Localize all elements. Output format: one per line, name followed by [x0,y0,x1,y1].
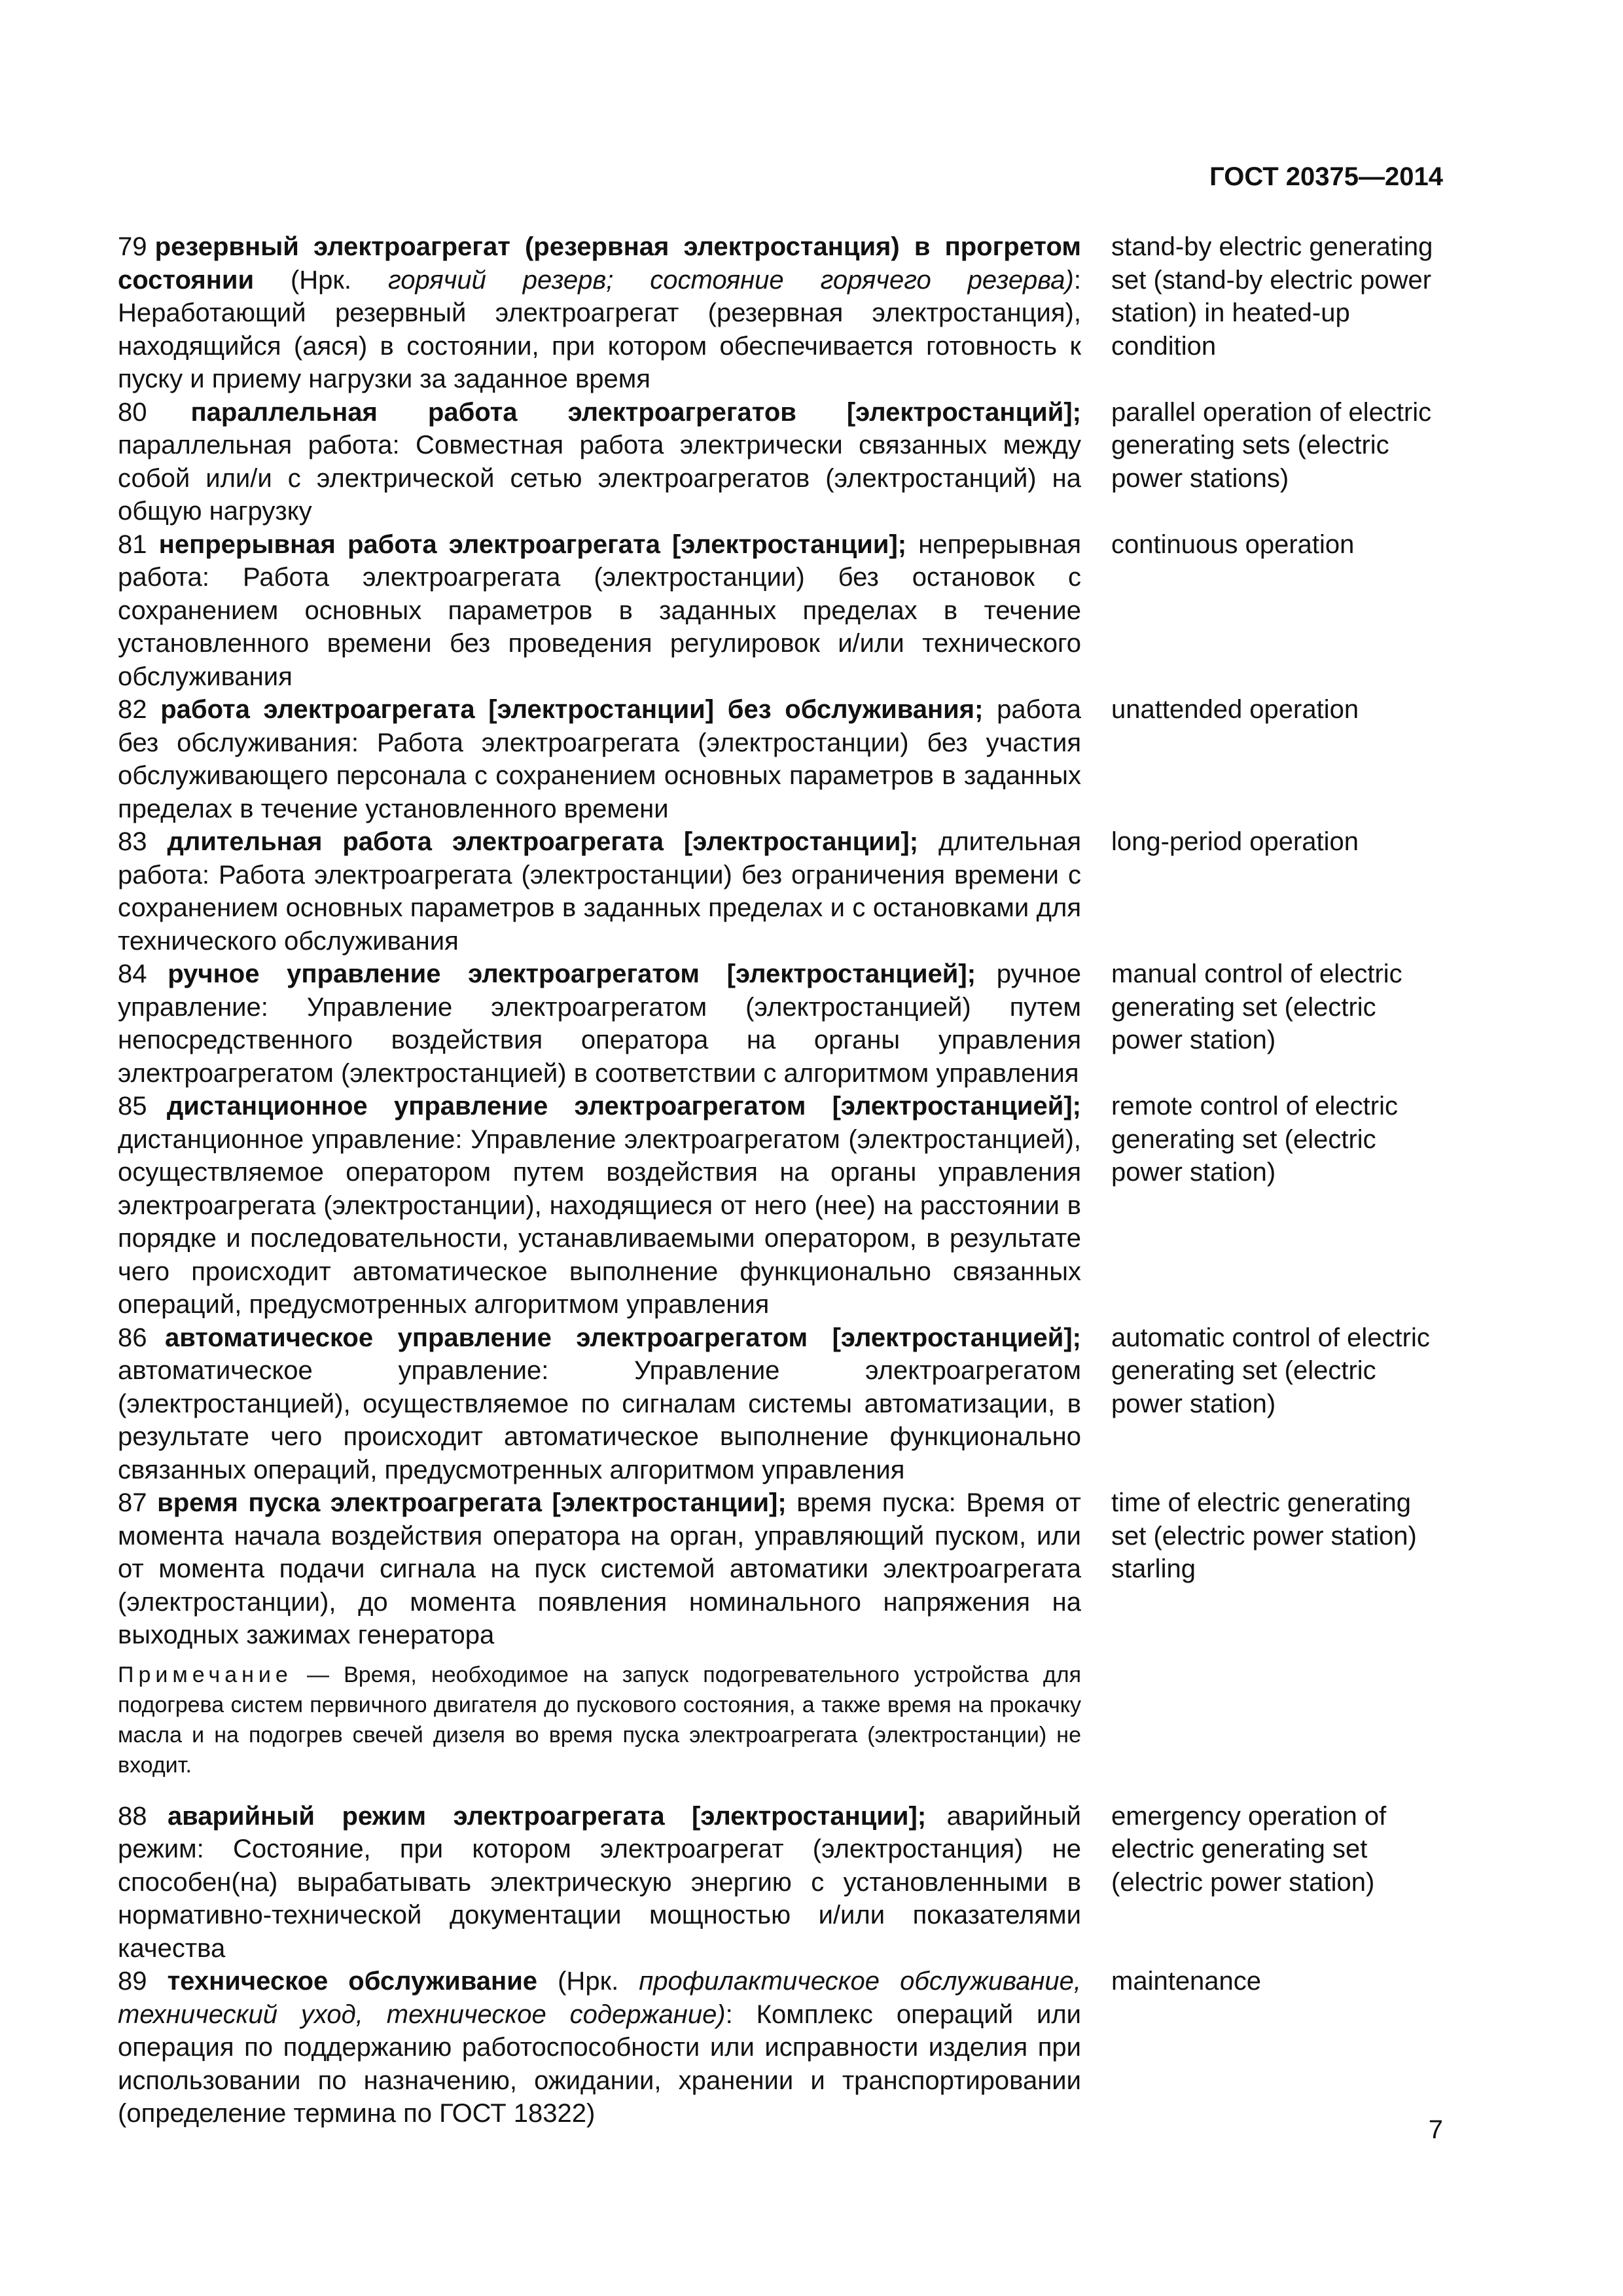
term-definition: непрерывная работа: Работа электроагрегата (электростанции) без остановок с сохранением основных параметров в заданных пределах в течение установленного времени без проведения регулировок и/или технического обслуживания [118,529,1081,691]
term-title: работа электроагрегата [электростанции] без обслуживания; [160,695,984,724]
term-81 [118,528,1446,694]
term-title: дистанционное управление электроагрегатом [электростанцией]; [166,1092,1081,1121]
term-title: непрерывная работа электроагрегата [электростанции]; [158,529,907,559]
term-definition: : Комплекс операций или операция по поддержанию работоспособности или исправности изделия при использовании по назначению, ожидании, хранении и транспортировании (определение термина по ГОСТ 18322) [118,2000,1081,2128]
term-ru-text [118,528,1081,694]
term-number: 83 [118,827,147,856]
term-en-text: maintenance [1111,1967,1262,1996]
term-87-note [118,1660,1081,1780]
term-ru-text [118,825,1081,958]
term-83 [118,825,1446,958]
term-number: 88 [118,1801,147,1831]
term-text: (Нрк. [537,1967,639,1996]
term-title: длительная работа электроагрегата [электростанции]; [167,827,919,856]
term-80 [118,396,1446,528]
terms-list [118,230,1446,2130]
term-84 [118,958,1446,1090]
term-definition: длительная работа: Работа электроагрегата (электростанции) без ограничения времени с сохранением основных параметров в заданных пределах и с остановками для технического обслуживания [118,827,1081,956]
term-ru-text [118,958,1081,1090]
document-code: ГОСТ 20375—2014 [1209,162,1443,191]
term-number: 89 [118,1967,147,1996]
term-86 [118,1321,1446,1487]
term-title: резервный электроагрегат (резервная электростанция) в прогретом состоянии [118,232,1081,295]
term-en-text: continuous operation [1111,529,1355,559]
term-definition: автоматическое управление: Управление электроагрегатом (электростанцией), осуществляемое по сигналам системы автоматизации, в результате чего происходит автоматическое выполнение функционально связанных операций, предусмотренных алгоритмом управления [118,1356,1081,1484]
term-en-text: remote control of electric generating set (electric power station) [1111,1092,1398,1187]
term-ru-text [118,1800,1081,1965]
term-ru-text [118,1486,1081,1652]
term-definition: дистанционное управление: Управление электроагрегатом (электростанцией), осуществляемое оператором путем воздействия на органы управления электроагрегата (электростанции), находящиеся от него (нее) на расстоянии в порядке и последовательности, устанавливаемыми оператором, в результате чего происходит автоматическое выполнение функционально связанных операций, предусмотренных алгоритмом управления [118,1124,1081,1319]
term-ru-text [118,1965,1081,2130]
term-en-text: unattended operation [1111,695,1359,724]
term-number: 86 [118,1323,147,1352]
term-89 [118,1965,1446,2130]
term-ru-text [118,1090,1081,1321]
term-title: время пуска электроагрегата [электростанции]; [157,1488,787,1517]
term-number: 85 [118,1092,147,1121]
term-number: 80 [118,397,147,427]
term-definition: аварийный режим: Состояние, при котором электроагрегат (электростанция) не способен(на) вырабатывать электрическую энергию с установленными в нормативно-технической документации мощностью и/или показателями качества [118,1801,1081,1963]
term-en-text: long-period operation [1111,827,1359,856]
term-en-text: stand-by electric generating set (stand-by electric power station) in heated-up condition [1111,232,1433,361]
term-en-text: automatic control of electric generating set (electric power station) [1111,1323,1430,1418]
term-title: техническое обслуживание [167,1967,538,1996]
term-title: ручное управление электроагрегатом [электростанцией]; [168,960,976,988]
term-definition: параллельная работа: Совместная работа электрически связанных между собой или/и с электрической сетью электроагрегатов (электростанций) на общую нагрузку [118,431,1081,526]
term-definition: ручное управление: Управление электроагрегатом (электростанцией) путем непосредственного воздействия оператора на органы управления электроагрегатом (электростанцией) в соответствии с алгоритмом управления [118,960,1081,1088]
term-definition: работа без обслуживания: Работа электроагрегата (электростанции) без участия обслуживающего персонала с сохранением основных параметров в заданных пределах в течение установленного времени [118,695,1081,823]
term-en-text: manual control of electric generating set (electric power station) [1111,960,1402,1054]
term-number: 79 [118,232,147,261]
term-definition: : Неработающий резервный электроагрегат (резервная электростанция), находящийся (аяся) в состоянии, при котором обеспечивается готовность к пуску и приему нагрузки за заданное время [118,265,1081,393]
term-number: 84 [118,960,147,988]
term-88 [118,1800,1446,1965]
term-87 [118,1486,1446,1652]
term-ru-text [118,1321,1081,1487]
term-en-text: time of electric generating set (electric power station) starling [1111,1488,1417,1583]
term-number: 87 [118,1488,147,1517]
term-number: 82 [118,695,147,724]
term-nonstandard: профилактическое обслуживание, технический уход, техническое содержание) [118,1967,1082,2029]
term-ru-text [118,396,1081,528]
term-en-text: emergency operation of electric generating set (electric power station) [1111,1801,1387,1897]
term-definition: время пуска: Время от момента начала воздействия оператора на орган, управляющий пуском, или от момента подачи сигнала на пуск системой автоматики электроагрегата (электростанции), до момента появления номинального напряжения на выходных зажимах генератора [118,1488,1081,1649]
term-79 [118,230,1446,396]
term-text: (Нрк. [254,265,388,295]
term-number: 81 [118,529,147,559]
term-ru-text [118,230,1081,396]
term-en-text: parallel operation of electric generating sets (electric power stations) [1111,397,1432,493]
page-number: 7 [1428,2115,1443,2144]
term-82 [118,693,1446,825]
term-nonstandard: горячий резерв; состояние горячего резерва) [387,265,1074,295]
note-label: Примечание [118,1662,293,1687]
term-title: аварийный режим электроагрегата [электростанции]; [167,1801,927,1831]
term-ru-text [118,693,1081,825]
term-title: автоматическое управление электроагрегатом [электростанцией]; [164,1323,1081,1352]
note-text: — Время, необходимое на запуск подогревательного устройства для подогрева систем первичного двигателя до пускового состояния, а также время на прокачку масла и на подогрев свечей дизеля во время пуска электроагрегата (электростанции) не входит. [118,1662,1081,1778]
term-85 [118,1090,1446,1321]
term-title: параллельная работа электроагрегатов [электростанций]; [190,397,1081,427]
